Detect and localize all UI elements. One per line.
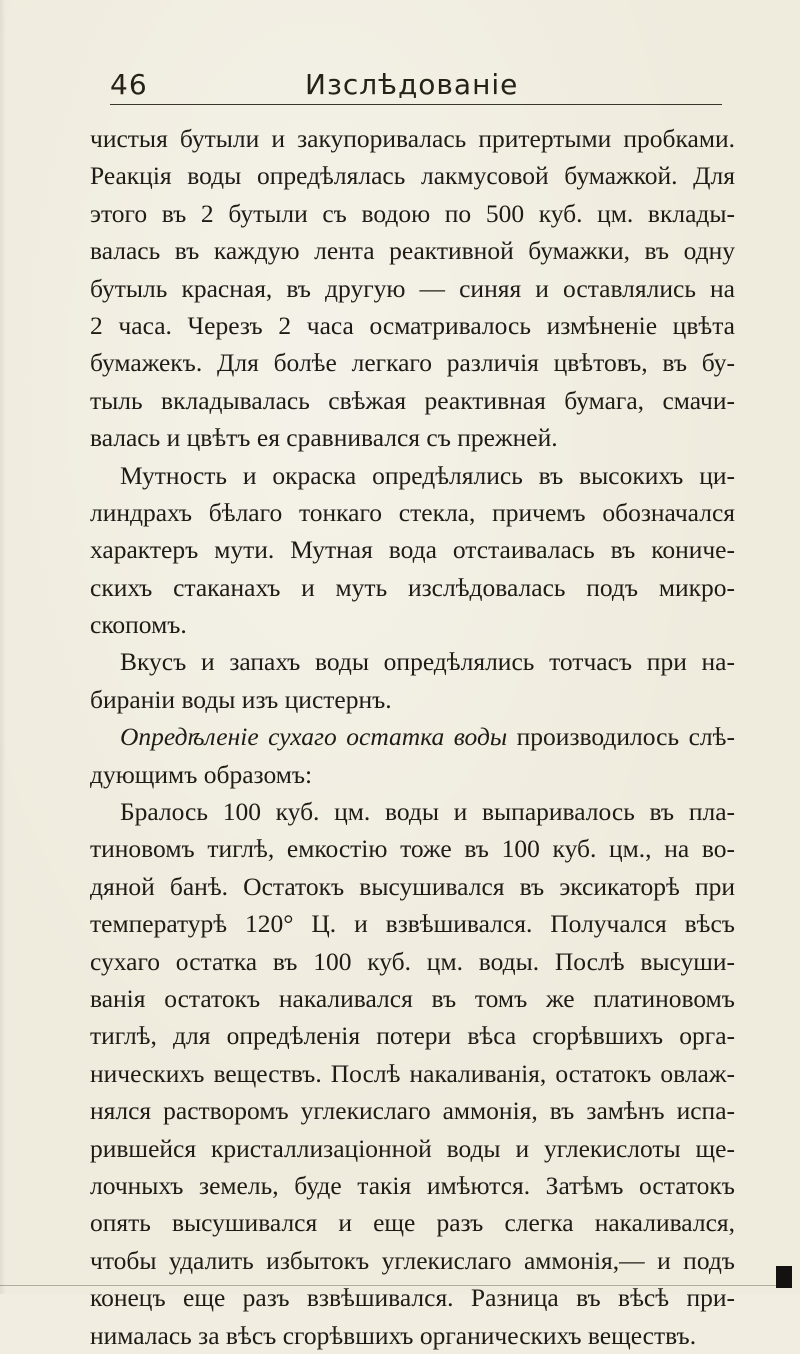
text-line: характеръ мути. Мутная вода отстаивалась въ кониче- <box>90 535 735 565</box>
text-line: валась и цвѣтъ ея сравнивался съ прежней. <box>90 423 558 453</box>
text-line: Бралось 100 куб. цм. воды и выпаривалось въ пла- <box>120 797 735 827</box>
text-line: 2 часа. Черезъ 2 часа осматривалось измѣненіе цвѣта <box>90 310 735 340</box>
page-edge-shadow <box>0 0 6 1294</box>
page-bottom-edge <box>0 1285 780 1286</box>
text-line: Опредѣленіе сухаго остатка воды производилось слѣ- <box>120 722 735 752</box>
text-line: тиглѣ, для опредѣленія потери вѣса сгорѣвшихъ орга- <box>90 1021 735 1051</box>
text-line: ническихъ веществъ. Послѣ накаливанія, остатокъ овлаж- <box>90 1058 735 1088</box>
text-line: тыль вкладывалась свѣжая реактивная бумага, смачи- <box>90 385 735 415</box>
text-line: бутыль красная, въ другую — синяя и оставлялись на <box>90 273 735 303</box>
text-line: дующимъ образомъ: <box>90 759 313 789</box>
text-line: чистыя бутыли и закупоривалась притертыми пробками. <box>90 124 735 153</box>
text-line: Вкусъ и запахъ воды опредѣлялись тотчасъ при на- <box>120 647 735 677</box>
running-head <box>110 68 722 108</box>
body-text <box>90 120 735 1354</box>
running-title: Изслѣдованіе <box>305 68 519 101</box>
text-line: Мутность и окраска опредѣлялись въ высокихъ ци- <box>120 460 735 490</box>
text-line: температурѣ 120° Ц. и взвѣшивался. Получался вѣсъ <box>90 909 735 939</box>
text-line: скихъ стаканахъ и муть изслѣдовалась подъ микро- <box>90 572 735 602</box>
text-line: чтобы удалить избытокъ углекислаго аммонія,— и подъ <box>90 1245 735 1275</box>
text-line: линдрахъ бѣлаго тонкаго стекла, причемъ обозначался <box>90 497 735 527</box>
text-line: ванія остатокъ накаливался въ томъ же платиновомъ <box>90 983 735 1013</box>
scan-corner-mark <box>776 1266 792 1288</box>
text-line: опять высушивался и еще разъ слегка накаливался, <box>90 1208 735 1238</box>
text-line: нималась за вѣсъ сгорѣвшихъ органическихъ веществъ. <box>90 1320 697 1350</box>
text-line: рившейся кристаллизаціонной воды и углекислоты ще- <box>90 1133 735 1163</box>
text-line: бираніи воды изъ цистернъ. <box>90 684 392 714</box>
text-line: скопомъ. <box>90 610 187 640</box>
text-line: сухаго остатка въ 100 куб. цм. воды. Послѣ высуши- <box>90 946 735 976</box>
text-line: бумажекъ. Для болѣе легкаго различія цвѣтовъ, въ бу- <box>90 348 735 378</box>
text-line: конецъ еще разъ взвѣшивался. Разница въ вѣсѣ при- <box>90 1283 735 1313</box>
text-line: этого въ 2 бутыли съ водою по 500 куб. цм. вклады- <box>90 198 735 228</box>
text-line: лочныхъ земель, буде такія имѣются. Затѣмъ остатокъ <box>90 1170 735 1200</box>
text-line: валась въ каждую лента реактивной бумажки, въ одну <box>90 236 735 266</box>
text-line: нялся растворомъ углекислаго аммонія, въ замѣнъ испа- <box>90 1096 735 1126</box>
header-rule <box>110 104 722 105</box>
italic-phrase: Опредѣленіе сухаго остатка воды <box>120 722 508 752</box>
text-line: дяной банѣ. Остатокъ высушивался въ эксикаторѣ при <box>90 871 735 901</box>
text-line: тиновомъ тиглѣ, емкостію тоже въ 100 куб. цм., на во- <box>90 834 735 864</box>
text-line: Реакція воды опредѣлялась лакмусовой бумажкой. Для <box>90 161 735 191</box>
page-number: 46 <box>110 68 148 101</box>
